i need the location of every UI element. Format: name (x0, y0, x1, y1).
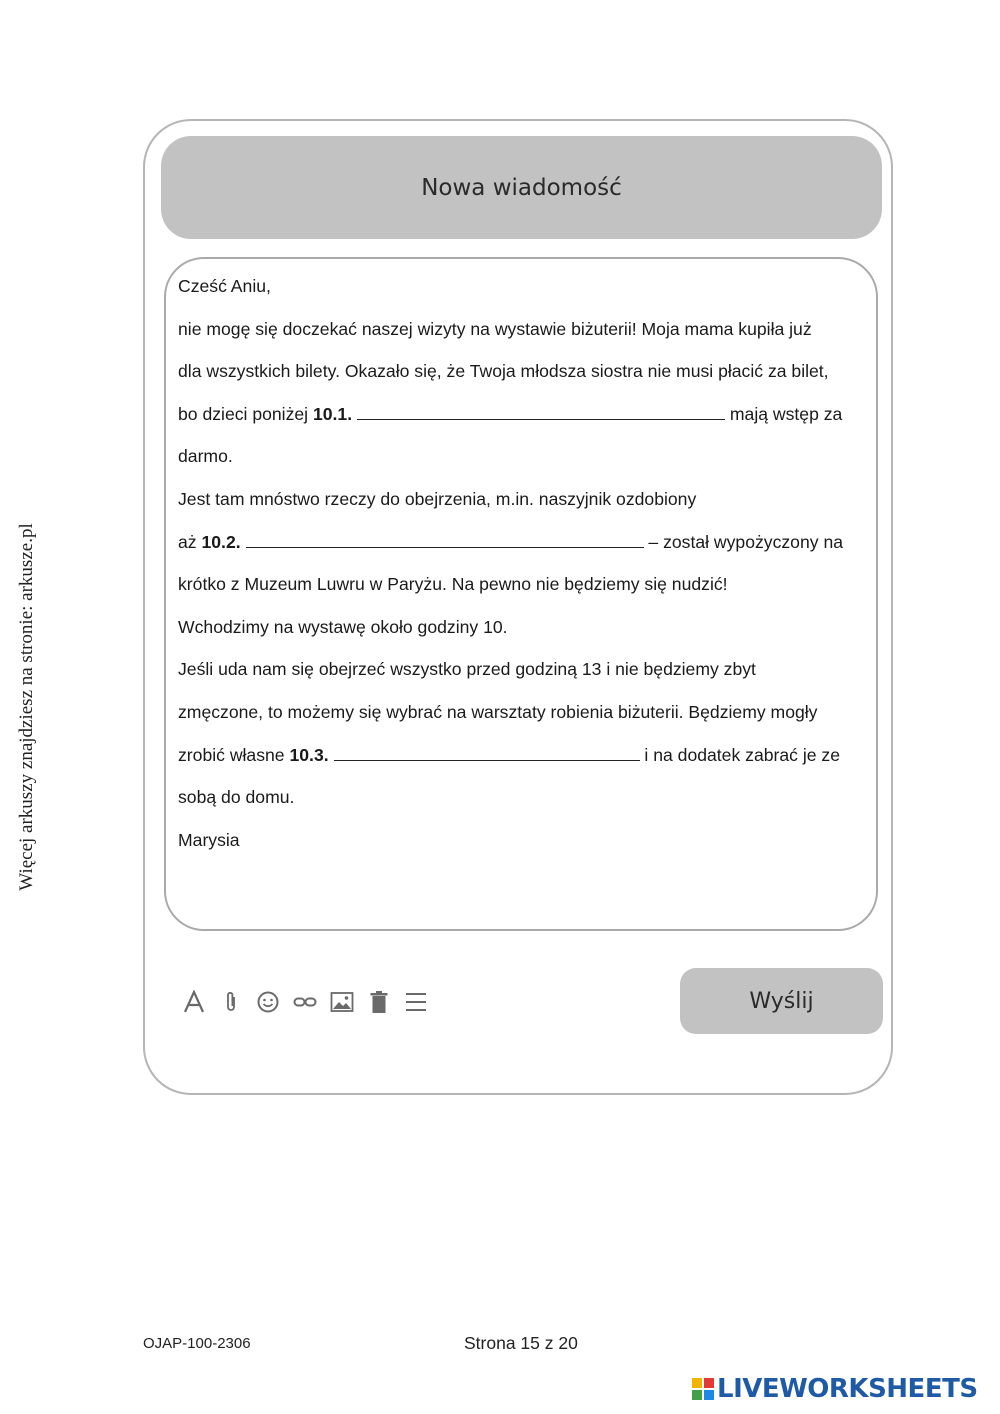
link-icon[interactable] (286, 987, 323, 1017)
line-text: mają wstęp za (725, 403, 843, 424)
line-text: i na dodatek zabrać je ze (639, 744, 841, 765)
answer-blank-10-1[interactable] (357, 402, 725, 420)
message-line: darmo. (178, 446, 233, 467)
format-toolbar (175, 979, 434, 1025)
gap-label-10-1: 10.1. (312, 403, 353, 424)
trash-icon[interactable] (360, 987, 397, 1017)
gap-label-10-3: 10.3. (289, 744, 329, 765)
line-text: bo dzieci poniżej (178, 403, 313, 424)
menu-icon[interactable] (397, 987, 434, 1017)
message-text (178, 265, 870, 861)
brand (692, 1374, 978, 1404)
line-text: – został wypożyczony na (643, 531, 844, 552)
message-line: nie mogę się doczekać naszej wizyty na wystawie biżuterii! Moja mama kupiła już (178, 318, 812, 339)
page-number: Strona 15 z 20 (464, 1333, 578, 1353)
line-text: aż (178, 531, 202, 552)
exam-code: OJAP-100-2306 (143, 1335, 251, 1352)
brand-name: LIVEWORKSHEETS (717, 1374, 978, 1404)
gap-label-10-2: 10.2. (201, 531, 241, 552)
send-button[interactable]: Wyślij (680, 968, 883, 1034)
message-window (143, 119, 893, 1095)
signature: Marysia (178, 829, 240, 850)
answer-blank-10-2[interactable] (246, 530, 644, 548)
message-line: Jest tam mnóstwo rzeczy do obejrzenia, m.in. naszyjnik ozdobiony (178, 488, 697, 509)
answer-blank-10-3[interactable] (334, 743, 640, 761)
line-text: zrobić własne (178, 744, 290, 765)
emoji-icon[interactable] (249, 987, 286, 1017)
message-line (178, 734, 870, 777)
window-title: Nowa wiadomość (161, 136, 882, 239)
message-line: sobą do domu. (178, 787, 295, 808)
message-line (178, 393, 870, 436)
message-body (164, 257, 878, 931)
side-note: Więcej arkuszy znajdziesz na stronie: arkusze.pl (16, 523, 37, 891)
message-line: zmęczone, to możemy się wybrać na warsztaty robienia biżuterii. Będziemy mogły (178, 701, 818, 722)
message-line (178, 521, 870, 564)
message-line: dla wszystkich bilety. Okazało się, że Twoja młodsza siostra nie musi płacić za bilet, (178, 361, 829, 382)
liveworksheets-logo-icon (692, 1378, 714, 1400)
greeting: Cześć Aniu, (178, 276, 271, 296)
message-line: Wchodzimy na wystawę około godziny 10. (178, 616, 508, 637)
message-line: krótko z Muzeum Luwru w Paryżu. Na pewno nie będziemy się nudzić! (178, 574, 728, 595)
message-line: Jeśli uda nam się obejrzeć wszystko przed godziną 13 i nie będziemy zbyt (178, 659, 756, 680)
text-format-icon[interactable] (175, 987, 212, 1017)
image-icon[interactable] (323, 987, 360, 1017)
paperclip-icon[interactable] (212, 987, 249, 1017)
